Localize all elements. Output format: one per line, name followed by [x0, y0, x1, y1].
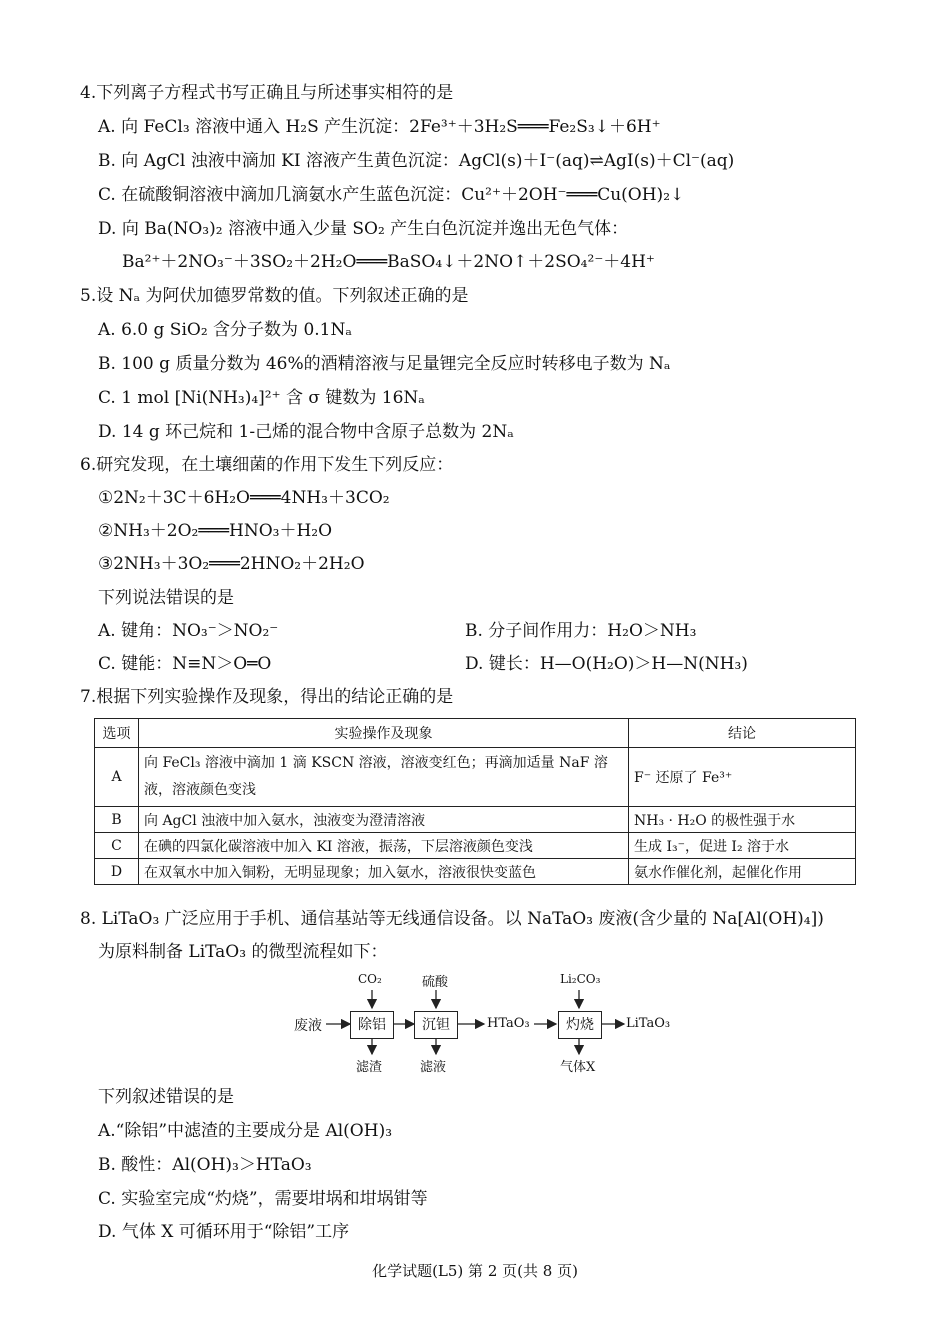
flow-box1-output: 滤渣 [356, 1060, 383, 1075]
table-row [95, 807, 856, 833]
table-header-row [95, 719, 856, 748]
row-option: A [95, 748, 139, 807]
row-conclusion: F⁻ 还原了 Fe³⁺ [629, 748, 856, 807]
header-conclusion: 结论 [629, 719, 856, 748]
q4-option-d: D. 向 Ba(NO₃)₂ 溶液中通入少量 SO₂ 产生白色沉淀并逸出无色气体： [98, 219, 629, 239]
q4-stem: 4.下列离子方程式书写正确且与所述事实相符的是 [80, 83, 454, 103]
q4-option-b: B. 向 AgCl 浊液中滴加 KI 溶液产生黄色沉淀：AgCl(s)＋I⁻(aq)⇌AgI(s)＋Cl⁻(aq) [98, 151, 735, 171]
q8-stem-line-1: 8. LiTaO₃ 广泛应用于手机、通信基站等无线通信设备。以 NaTaO₃ 废液(含少量的 Na[Al(OH)₄]) [80, 909, 824, 929]
flow-input-label: 废液 [294, 1018, 322, 1034]
table-row [95, 859, 856, 885]
q4-option-c: C. 在硫酸铜溶液中滴加几滴氨水产生蓝色沉淀：Cu²⁺＋2OH⁻═══Cu(OH)₂↓ [98, 185, 685, 205]
q8-option-a: A.“除铝”中滤渣的主要成分是 Al(OH)₃ [98, 1121, 393, 1141]
q8-option-b: B. 酸性：Al(OH)₃＞HTaO₃ [98, 1155, 312, 1175]
row-conclusion: NH₃ · H₂O 的极性强于水 [629, 807, 856, 833]
row-option: C [95, 833, 139, 859]
process-flow-diagram [280, 968, 700, 1080]
table-row [95, 748, 856, 807]
q4-option-a: A. 向 FeCl₃ 溶液中通入 H₂S 产生沉淀：2Fe³⁺＋3H₂S═══Fe₂S₃↓＋6H⁺ [98, 117, 661, 137]
flow-box2-output: 滤液 [420, 1060, 447, 1075]
q7-stem: 7.根据下列实验操作及现象，得出的结论正确的是 [80, 687, 454, 707]
q8-ask: 下列叙述错误的是 [98, 1087, 234, 1107]
header-option: 选项 [95, 719, 139, 748]
page-footer: 化学试题(L5) 第 2 页(共 8 页) [372, 1262, 578, 1280]
q6-reaction-2: ②NH₃＋2O₂═══HNO₃＋H₂O [98, 521, 333, 541]
q6-option-d: D. 键长：H—O(H₂O)＞H—N(NH₃) [465, 654, 748, 674]
q6-reaction-1: ①2N₂＋3C＋6H₂O═══4NH₃＋3CO₂ [98, 488, 390, 508]
row-operation: 向 AgCl 浊液中加入氨水，浊液变为澄清溶液 [139, 807, 629, 833]
q8-option-d: D. 气体 X 可循环用于“除铝”工序 [98, 1222, 350, 1242]
row-conclusion: 氨水作催化剂，起催化作用 [629, 859, 856, 885]
q4-option-d-equation: Ba²⁺＋2NO₃⁻＋3SO₂＋2H₂O═══BaSO₄↓＋2NO↑＋2SO₄²⁻＋4H⁺ [122, 252, 655, 272]
q5-option-c: C. 1 mol [Ni(NH₃)₄]²⁺ 含 σ 键数为 16Nₐ [98, 388, 425, 408]
header-operation: 实验操作及现象 [139, 719, 629, 748]
q5-stem: 5.设 Nₐ 为阿伏加德罗常数的值。下列叙述正确的是 [80, 286, 469, 306]
q7-experiment-table [94, 718, 856, 885]
q8-option-c: C. 实验室完成“灼烧”，需要坩埚和坩埚钳等 [98, 1189, 428, 1209]
table-row [95, 833, 856, 859]
q6-option-a: A. 键角：NO₃⁻＞NO₂⁻ [98, 621, 279, 641]
flow-box3-input: Li₂CO₃ [560, 972, 601, 986]
flow-mid-label: HTaO₃ [487, 1016, 530, 1031]
flow-output-label: LiTaO₃ [626, 1016, 671, 1031]
q8-stem-line-2: 为原料制备 LiTaO₃ 的微型流程如下： [98, 942, 388, 962]
row-option: B [95, 807, 139, 833]
row-operation: 在双氧水中加入铜粉，无明显现象；加入氨水，溶液很快变蓝色 [139, 859, 629, 885]
row-option: D [95, 859, 139, 885]
flow-box-precipitate-ta: 沉钽 [414, 1011, 458, 1039]
q6-stem: 6.研究发现，在土壤细菌的作用下发生下列反应： [80, 455, 454, 475]
row-conclusion: 生成 I₃⁻，促进 I₂ 溶于水 [629, 833, 856, 859]
row-operation: 向 FeCl₃ 溶液中滴加 1 滴 KSCN 溶液，溶液变红色；再滴加适量 NaF 溶液，溶液颜色变浅 [139, 748, 629, 807]
q5-option-a: A. 6.0 g SiO₂ 含分子数为 0.1Nₐ [98, 320, 352, 340]
flow-box-remove-al: 除铝 [350, 1011, 394, 1039]
flow-box2-input: 硫酸 [422, 975, 449, 990]
flow-box1-input: CO₂ [358, 972, 382, 986]
q6-reaction-3: ③2NH₃＋3O₂═══2HNO₂＋2H₂O [98, 554, 365, 574]
row-operation: 在碘的四氯化碳溶液中加入 KI 溶液，振荡，下层溶液颜色变浅 [139, 833, 629, 859]
q5-option-d: D. 14 g 环己烷和 1-己烯的混合物中含原子总数为 2Nₐ [98, 422, 514, 442]
q6-ask: 下列说法错误的是 [98, 588, 234, 608]
q6-option-b: B. 分子间作用力：H₂O＞NH₃ [465, 621, 697, 641]
flow-box-calcine: 灼烧 [558, 1011, 602, 1039]
q6-option-c: C. 键能：N≡N＞O═O [98, 654, 272, 674]
flow-box3-output: 气体X [560, 1060, 596, 1075]
q5-option-b: B. 100 g 质量分数为 46%的酒精溶液与足量锂完全反应时转移电子数为 Nₐ [98, 354, 671, 374]
